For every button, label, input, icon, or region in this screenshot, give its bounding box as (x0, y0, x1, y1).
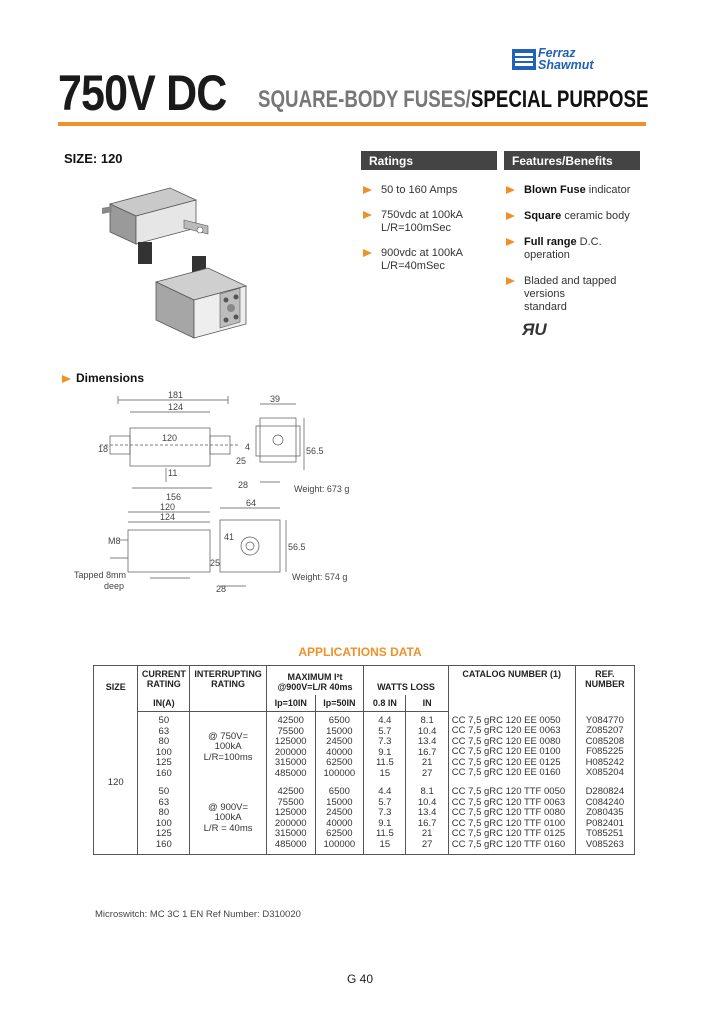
current-value: 80 (158, 807, 170, 818)
col-current-unit: IN(A) (138, 695, 190, 712)
dim-tapped-d2: 124 (160, 512, 176, 522)
product-photo (100, 182, 250, 344)
win-value: 8.1 (420, 715, 434, 726)
catalog-value: CC 7,5 gRC 120 EE 0063 (451, 725, 561, 736)
ul-recognized-icon: ЯU (522, 320, 547, 339)
page-title: 750V DC (58, 65, 227, 121)
logo-line2: Shawmut (538, 58, 594, 72)
dim-tapped-d6: 56.5 (288, 542, 306, 552)
ip10-cell (266, 783, 315, 855)
bullet-arrow-icon (506, 212, 515, 220)
interrupting-rating-line: L/R = 40ms (203, 822, 253, 834)
w08-value: 11.5 (375, 828, 394, 839)
ip50-value: 24500 (326, 807, 353, 818)
bullet-arrow-icon (506, 186, 515, 194)
dim-bladed-d7: 156 (166, 492, 182, 502)
ref-value: Z085207 (586, 725, 624, 736)
ref-value: P082401 (585, 817, 624, 829)
size-label: SIZE: 120 (64, 151, 123, 166)
interrupting-rating-line: L/R=100ms (203, 751, 253, 763)
ref-value: Z080435 (586, 807, 624, 818)
ip50-value: 100000 (323, 767, 356, 779)
dim-bladed-d9: 56.5 (306, 446, 324, 456)
current-value: 80 (158, 736, 170, 747)
rating-item-amps: 50 to 160 Amps (363, 184, 498, 197)
current-value: 50 (158, 786, 170, 797)
ip50-value: 15000 (326, 725, 353, 737)
ref-value: F085225 (586, 746, 624, 757)
dimensions-heading: Dimensions (62, 371, 144, 385)
ip10-value: 125000 (274, 807, 307, 818)
ip50-value: 6500 (328, 786, 350, 797)
page-number: G 40 (346, 972, 373, 986)
feature-item-blown-fuse: Blown Fuse indicator (506, 184, 646, 197)
table-row (94, 712, 635, 784)
win-value: 21 (421, 828, 433, 839)
col-watts: WATTS LOSS (364, 666, 449, 696)
brand-logo (512, 47, 642, 73)
current-value: 63 (158, 725, 170, 737)
catalog-value: CC 7,5 gRC 120 TTF 0063 (451, 796, 566, 808)
dim-bladed-d2: 124 (168, 402, 184, 412)
dim-tapped-d1: 120 (160, 502, 176, 512)
col-interrupting: INTERRUPTING RATING (190, 666, 267, 696)
ref-value: H085242 (585, 756, 625, 768)
dim-tapped-d8: 28 (216, 584, 227, 594)
w08-value: 11.5 (375, 757, 394, 768)
ip10-value: 485000 (274, 767, 307, 779)
bullet-arrow-icon (62, 375, 71, 383)
catalog-value: CC 7,5 gRC 120 TTF 0160 (451, 838, 566, 850)
ip10-cell (266, 712, 315, 784)
interrupting-rating-line: 100kA (214, 812, 242, 824)
col-ip50: Ip=50IN (315, 695, 364, 712)
w08-cell (364, 712, 406, 784)
catalog-value: CC 7,5 gRC 120 TTF 0125 (451, 828, 566, 839)
ip50-value: 40000 (326, 817, 353, 829)
catalog-value: CC 7,5 gRC 120 TTF 0050 (451, 786, 566, 797)
w08-value: 9.1 (378, 817, 392, 829)
dim-bladed-d8: 4 (245, 442, 251, 452)
dim-bladed-d5: 120 (162, 433, 178, 443)
interrupting-rating-line: 100kA (214, 741, 242, 753)
ref-value: Y084770 (585, 714, 624, 726)
win-value: 27 (421, 838, 433, 850)
catalog-cell (448, 712, 575, 784)
feature-item-square: Square ceramic body (506, 210, 646, 223)
ip10-value: 75500 (277, 796, 304, 808)
current-cell (138, 783, 190, 855)
current-value: 160 (155, 767, 172, 779)
w08-value: 7.3 (378, 807, 392, 818)
bullet-arrow-icon (506, 277, 515, 285)
col-size: SIZE (94, 666, 138, 712)
ip10-value: 200000 (274, 817, 307, 829)
dim-bladed-d3: 39 (270, 394, 281, 404)
w08-value: 15 (379, 838, 391, 850)
ref-cell (575, 783, 634, 855)
catalog-value: CC 7,5 gRC 120 EE 0125 (451, 756, 561, 768)
ip10-value: 75500 (277, 725, 304, 737)
w08-value: 7.3 (378, 736, 392, 747)
logo-icon (512, 49, 536, 70)
dim-bladed-d6: 11 (168, 468, 178, 478)
win-cell (406, 783, 448, 855)
bullet-arrow-icon (363, 249, 372, 257)
applications-table (93, 665, 635, 855)
rating-item-750v: 750vdc at 100kA L/R=100mSec (363, 209, 498, 235)
dimension-drawing (70, 390, 370, 600)
interrupting-rating-cell (190, 783, 267, 855)
ip50-cell (315, 783, 364, 855)
ratings-heading: Ratings (361, 151, 497, 170)
win-value: 21 (421, 757, 433, 768)
catalog-value: CC 7,5 gRC 120 TTF 0100 (451, 817, 566, 829)
bullet-arrow-icon (363, 211, 372, 219)
tapped-label-2: deep (104, 581, 125, 591)
subtitle-type: SPECIAL PURPOSE (470, 86, 649, 113)
w08-value: 5.7 (378, 725, 392, 737)
current-value: 100 (155, 817, 172, 829)
ip50-cell (315, 712, 364, 784)
ip10-value: 42500 (277, 715, 304, 726)
win-value: 10.4 (417, 725, 437, 737)
ip10-value: 485000 (274, 838, 307, 850)
dim-tapped-d3: 64 (246, 498, 257, 508)
bladed-weight: Weight: 673 g (294, 484, 350, 494)
w08-value: 4.4 (378, 715, 392, 726)
ref-value: D280824 (585, 786, 625, 797)
current-value: 63 (158, 796, 170, 808)
ip50-value: 100000 (323, 838, 356, 850)
logo-line1: Ferraz (538, 46, 576, 60)
current-value: 100 (155, 746, 172, 758)
subtitle-category: SQUARE-BODY FUSES (258, 86, 466, 113)
rating-item-900v: 900vdc at 100kA L/R=40mSec (363, 247, 498, 273)
applications-heading: APPLICATIONS DATA (298, 645, 422, 659)
catalog-value: CC 7,5 gRC 120 EE 0080 (451, 735, 561, 747)
ip50-value: 62500 (326, 828, 353, 839)
win-value: 13.4 (417, 807, 437, 818)
w08-value: 15 (379, 767, 391, 779)
current-value: 160 (155, 838, 172, 850)
current-value: 125 (155, 828, 172, 839)
tapped-label-1: Tapped 8mm (74, 570, 127, 580)
ref-value: C084240 (585, 796, 625, 808)
ip50-value: 62500 (326, 757, 353, 768)
col-w08: 0.8 IN (364, 695, 406, 712)
interrupting-rating-line: @ 750V= (208, 730, 249, 742)
dim-bladed-d4: 18 (98, 444, 109, 454)
ref-value: T085251 (586, 828, 624, 839)
size-cell: 120 (94, 712, 138, 855)
catalog-cell (448, 783, 575, 855)
feature-item-full-range: Full range D.C. operation (506, 236, 646, 262)
ip10-value: 315000 (274, 828, 307, 839)
dim-tapped-d4: M8 (108, 536, 121, 546)
logo-wordmark (538, 47, 594, 71)
bullet-arrow-icon (363, 186, 372, 194)
col-maximum: MAXIMUM I²t @900V=L/R 40ms (266, 666, 363, 696)
win-value: 27 (421, 767, 433, 779)
ip10-value: 42500 (277, 786, 304, 797)
ref-value: V085263 (585, 838, 624, 850)
catalog-value: CC 7,5 gRC 120 EE 0100 (451, 746, 561, 757)
ref-cell (575, 712, 634, 784)
ref-value: X085204 (585, 767, 624, 778)
table-row (94, 783, 635, 855)
features-heading: Features/Benefits (504, 151, 640, 170)
feature-item-versions: Bladed and tapped versions standard (506, 275, 646, 314)
catalog-value: CC 7,5 gRC 120 TTF 0080 (451, 807, 566, 818)
features-list (506, 184, 646, 326)
w08-value: 4.4 (378, 786, 392, 797)
win-value: 8.1 (420, 786, 434, 797)
interrupting-rating-line: @ 900V= (208, 801, 249, 813)
ref-value: C085208 (585, 735, 625, 747)
w08-cell (364, 783, 406, 855)
current-value: 125 (155, 757, 172, 768)
w08-value: 5.7 (378, 796, 392, 808)
current-value: 50 (158, 715, 170, 726)
ip10-value: 125000 (274, 736, 307, 747)
ip10-value: 200000 (274, 746, 307, 758)
catalog-value: CC 7,5 gRC 120 EE 0160 (451, 767, 561, 778)
ip50-value: 40000 (326, 746, 353, 758)
ip50-value: 6500 (328, 715, 350, 726)
subtitle-separator: / (465, 86, 471, 113)
col-interrupting-blank (190, 695, 267, 712)
w08-value: 9.1 (378, 746, 392, 758)
win-value: 10.4 (417, 796, 437, 808)
col-current: CURRENT RATING (138, 666, 190, 696)
header-divider (58, 122, 646, 126)
dim-bladed-d1: 181 (168, 390, 184, 400)
win-value: 13.4 (417, 736, 437, 747)
col-ip10: Ip=10IN (266, 695, 315, 712)
dim-tapped-d5: 41 (224, 532, 235, 542)
ip50-value: 24500 (326, 736, 353, 747)
bullet-arrow-icon (506, 238, 515, 246)
ratings-list (363, 184, 498, 285)
col-ref: REF. NUMBER (575, 666, 634, 712)
page-subtitle (258, 88, 648, 112)
current-cell (138, 712, 190, 784)
dim-bladed-d10: 25 (236, 456, 247, 466)
footnote: Microswitch: MC 3C 1 EN Ref Number: D310020 (95, 909, 301, 920)
col-catalog: CATALOG NUMBER (1) (448, 666, 575, 712)
tapped-weight: Weight: 574 g (292, 572, 348, 582)
interrupting-rating-cell (190, 712, 267, 784)
ip10-value: 315000 (274, 757, 307, 768)
win-cell (406, 712, 448, 784)
ip50-value: 15000 (326, 796, 353, 808)
col-win: IN (406, 695, 448, 712)
dim-bladed-d11: 28 (238, 480, 249, 490)
catalog-value: CC 7,5 gRC 120 EE 0050 (451, 714, 561, 726)
dim-tapped-d7: 25 (210, 558, 221, 568)
win-value: 16.7 (417, 746, 437, 758)
win-value: 16.7 (417, 817, 437, 829)
